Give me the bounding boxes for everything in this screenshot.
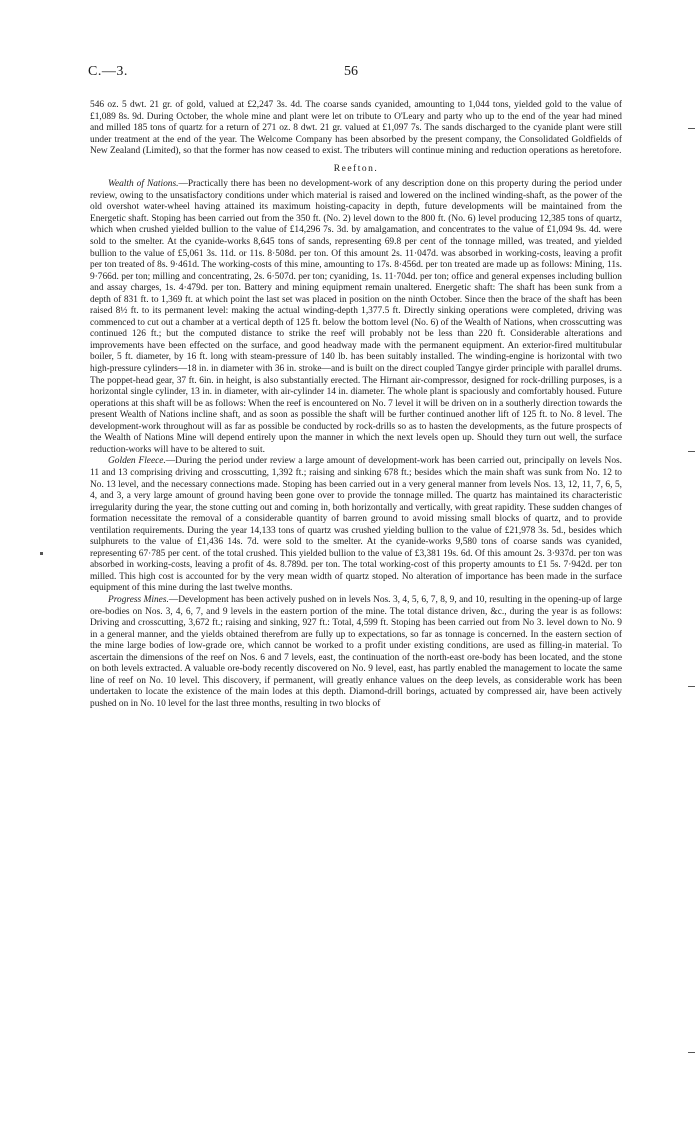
paragraph-progress-mines (90, 595, 622, 710)
paragraph-text: —Development has been actively pushed on in levels Nos. 3, 4, 5, 6, 7, 8, 9, and 10, resulting in the opening-up of large ore-bodies on Nos. 3, 4, 6, 7, and 9 levels in the eastern portion of the mine. The total distance driven, &c., during the year is as follows: Driving and crosscutting, 3,672 ft.; raising and sinking, 927 ft.: Total, 4,599 ft. Stoping has been carried out from No 3. level down to No. 9 in a general manner, and the yields obtained therefrom are fully up to expectations, so far as tonnage is concerned. In the eastern section of the mine large bodies of low-grade ore, which cannot be worked to a profit under existing conditions, are used as filling-in material. To ascertain the dimensions of the reef on Nos. 6 and 7 levels, east, the continuation of the north-east ore-body has been located, and the stone on both levels extracted. A valuable ore-body recently discovered on No. 9 level, east, has partly enabled the management to locate the same line of reef on No. 10 level. This discovery, if permanent, will greatly enhance values on the deep levels, as considerable work has been undertaken to locate the existence of the main lodes at this depth. Diamond-drill borings, actuated by compressed air, have been actively pushed on in No. 10 level for the last three months, resulting in two blocks of (90, 594, 622, 709)
paragraph-wealth-of-nations (90, 179, 622, 456)
intro-paragraph: 546 oz. 5 dwt. 21 gr. of gold, valued at £2,247 3s. 4d. The coarse sands cyanided, amounting to 1,044 tons, yielded gold to the value of £1,089 8s. 9d. During October, the whole mine and plant were let on tribute to O'Leary and party who up to the end of the year had mined and milled 185 tons of quartz for a return of 271 oz. 8 dwt. 21 gr. valued at £1,097 7s. The sands discharged to the cyanide plant were still under treatment at the end of the year. The Welcome Company has been absorbed by the present company, the Consolidated Goldfields of New Zealand (Limited), so that the former has now ceased to exist. The tributers will continue mining and reduction operations as heretofore. (90, 100, 622, 157)
body-text (90, 100, 622, 710)
margin-mark (688, 128, 695, 129)
paragraph-golden-fleece (90, 456, 622, 595)
subhead-golden-fleece: Golden Fleece. (108, 456, 166, 467)
parliamentary-paper-ref: C.—3. (88, 64, 128, 79)
page-header (88, 64, 614, 84)
margin-mark (40, 552, 43, 555)
subhead-wealth-of-nations: Wealth of Nations. (108, 179, 179, 190)
margin-mark (688, 686, 695, 687)
margin-mark (688, 1052, 695, 1053)
margin-mark (688, 451, 695, 452)
subhead-progress-mines: Progress Mines. (108, 594, 169, 605)
paragraph-text: —Practically there has been no development-work of any description done on this property during the period under review, owing to the unsatisfactory conditions under which material is raised and lowered on the inclined winding-shaft, as the power of the old overshot water-wheel having attained its maximum hoisting-capacity in depth, future developments will be maintained from the Energetic shaft. Stoping has been carried out from the 350 ft. (No. 2) level down to the 800 ft. (No. 6) level producing 12,385 tons of quartz, which when crushed yielded bullion to the value of £14,296 7s. 3d. by amalgamation, and concentrates to the value of £1,094 9s. 4d. were sold to the smelter. At the cyanide-works 8,645 tons of sands, representing 69.8 per cent of the tonnage milled, was treated, and yielded bullion to the value of £5,061 3s. 11d. or 11s. 8·508d. per ton. Of this amount 2s. 11·047d. was absorbed in working-costs, leaving a profit per ton treated of 8s. 9·461d. The working-costs of this mine, amounting to 17s. 8·456d. per ton treated are made up as follows: Mining, 11s. 9·766d. per ton; milling and concentrating, 2s. 6·507d. per ton; cyaniding, 1s. 11·704d. per ton; office and general expenses including bullion and assay charges, 1s. 4·479d. per ton. Battery and mining equipment remain unaltered. Energetic shaft: The shaft has been sunk from a depth of 831 ft. to 1,369 ft. at which point the last set was placed in position on the ninth October. Since then the brace of the shaft has been raised 8½ ft. to its permanent level: making the actual winding-depth 1,377.5 ft. Directly sinking operations were completed, driving was commenced to cut out a chamber at a vertical depth of 125 ft. below the bottom level (No. 6) of the Wealth of Nations, when crosscutting was continued 126 ft.; but the computed distance to strike the reef will probably not be less than 220 ft. Considerable alterations and improvements have been effected on the surface, and good headway made with the permanent equipment. An exterior-fired multitubular boiler, 5 ft. diameter, by 16 ft. long with steam-pressure of 140 lb. has been suitably installed. The winding-engine is horizontal with two high-pressure cylinders—18 in. in diameter with 36 in. stroke—and is built on the direct coupled Tangye girder principle with parallel drums. The poppet-head gear, 37 ft. 6in. in height, is also substantially erected. The Hirnant air-compressor, designed for rock-drilling purposes, is a horizontal single cylinder, 13 in. in diameter, with air-cylinder 14 in. diameter. The whole plant is spaciously and comfortably housed. Future operations at this shaft will be as follows: When the reef is encountered on No. 7 level it will be driven on in a southerly direction towards the present Wealth of Nations incline shaft, and as soon as possible the shaft will be further continued another lift of 125 ft. to No. 8 level. The development-work throughout will as far as possible be conducted by rock-drills so as to hasten the developments, as the future prospects of the Wealth of Nations Mine will depend entirely upon the manner in which the next levels open up. Should they turn out well, the surface reduction-works will have to be altered to suit. (90, 179, 622, 455)
page-number: 56 (344, 64, 358, 79)
paragraph-text: —During the period under review a large amount of development-work has been carried out, principally on levels Nos. 11 and 13 comprising driving and crosscutting, 1,392 ft.; raising and sinking 678 ft.; besides which the main shaft was sunk from No. 12 to No. 13 level, and the necessary connections made. Stoping has been carried out in a very general manner from levels Nos. 13, 12, 11, 7, 6, 5, 4, and 3, a very large amount of ground having been gone over to provide the tonnage milled. The quartz has maintained its characteristic irregularity during the year, the stone cutting out and coming in, both horizontally and vertically, with great rapidity. These sudden changes of formation necessitate the removal of a considerable quantity of barren ground to avoid missing small blocks of quartz, and to provide ventilation requirements. During the year 14,133 tons of quartz was crushed yielding bullion to the value of £21,978 3s. 5d., besides which sulphurets to the value of £1,436 14s. 7d. were sold to the smelter. At the cyanide-works 9,580 tons of coarse sands was cyanided, representing 67·785 per cent. of the total crushed. This yielded bullion to the value of £3,381 19s. 6d. Of this amount 2s. 3·937d. per ton was absorbed in working-costs, leaving a profit of 4s. 8.789d. per ton. The total working-cost of this property amounts to £1 5s. 7·942d. per ton milled. This high cost is accounted for by the very mean width of quartz stoped. No alteration of importance has been made in the surface equipment of this mine during the last twelve months. (90, 456, 622, 594)
section-heading-reefton: Reefton. (333, 163, 379, 174)
